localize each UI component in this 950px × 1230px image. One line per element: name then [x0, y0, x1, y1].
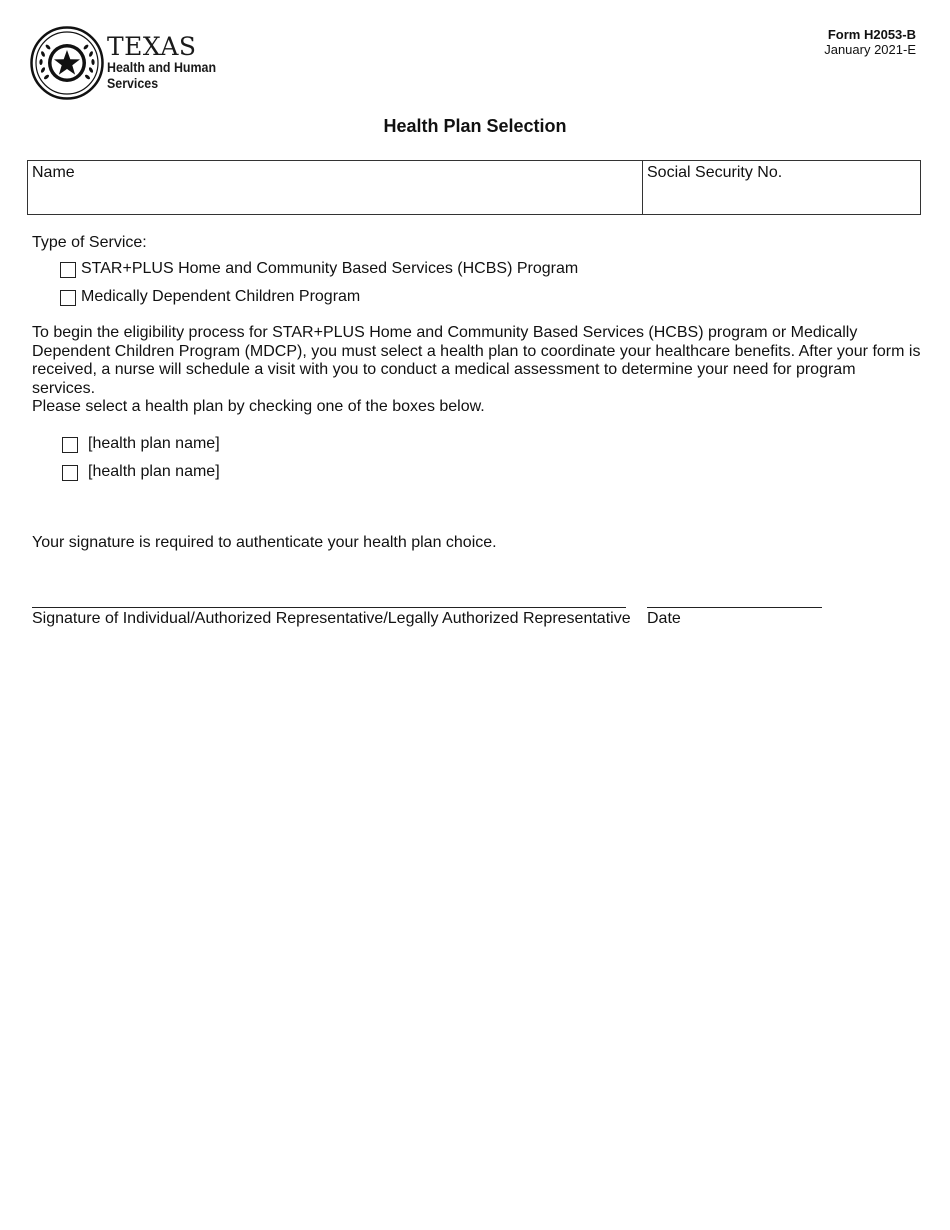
service-hcbs-label: STAR+PLUS Home and Community Based Services (HCBS) Program: [81, 260, 579, 277]
signature-notice: Your signature is required to authenticate your health plan choice.: [32, 534, 497, 551]
identity-table: [27, 160, 921, 215]
service-mdcp-checkbox[interactable]: [60, 290, 76, 306]
logo-subtitle-line1: Health and Human: [107, 60, 217, 75]
plan-2-label: [health plan name]: [88, 463, 220, 480]
form-date: January 2021-E: [824, 42, 916, 57]
form-number: Form H2053-B: [827, 27, 916, 42]
plan-1-label: [health plan name]: [88, 435, 220, 452]
intro-paragraph: To begin the eligibility process for STAR+PLUS Home and Community Based Services (HCBS) program or Medically Dependent Children Program (MDCP), you must select a health plan to coordinate your healthcare benefits. After your form is received, a nurse will schedule a visit with you to conduct a medical assessment to determine your need for program services.: [32, 324, 921, 398]
logo-title: TEXAS: [107, 32, 197, 61]
logo-subtitle-line2: Services: [107, 76, 159, 91]
agency-logo: [30, 26, 230, 100]
plan-1-checkbox[interactable]: [62, 437, 78, 453]
ssn-field[interactable]: [643, 161, 920, 214]
form-identifier: [824, 27, 916, 57]
page-title: Health Plan Selection: [383, 116, 567, 136]
service-hcbs-checkbox[interactable]: [60, 262, 76, 278]
service-mdcp-label: Medically Dependent Children Program: [81, 288, 361, 305]
type-of-service-label: Type of Service:: [32, 234, 147, 251]
plan-instruction: Please select a health plan by checking one of the boxes below.: [32, 398, 485, 415]
ssn-field-label: Social Security No.: [647, 164, 783, 181]
name-field[interactable]: [28, 161, 642, 214]
date-label: Date: [647, 610, 681, 627]
date-line[interactable]: [647, 607, 822, 608]
name-field-label: Name: [32, 164, 75, 181]
signature-label: Signature of Individual/Authorized Representative/Legally Authorized Representative: [32, 610, 631, 627]
texas-seal-icon: [30, 26, 104, 100]
plan-2-checkbox[interactable]: [62, 465, 78, 481]
signature-line[interactable]: [32, 607, 626, 608]
